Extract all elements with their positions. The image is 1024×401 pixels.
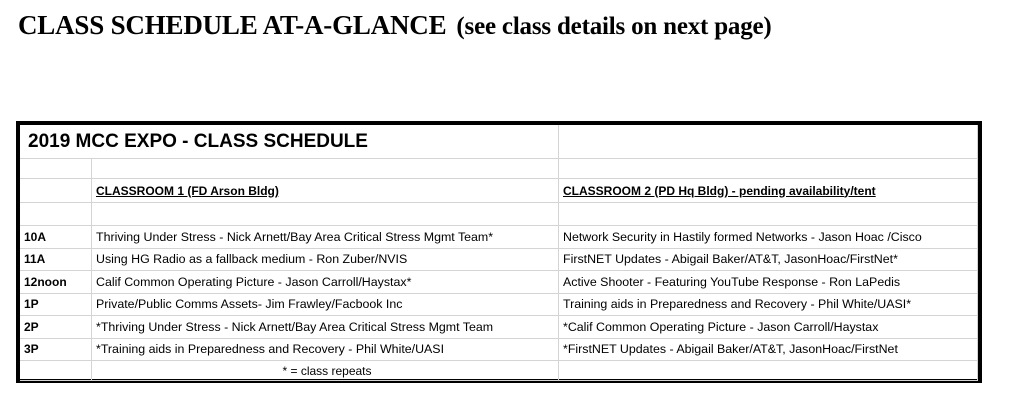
empty-cell <box>20 179 92 203</box>
empty-cell <box>92 203 559 226</box>
footnote-row <box>20 361 978 381</box>
schedule-row <box>20 294 978 317</box>
empty-cell <box>559 203 978 226</box>
time-slot: 1P <box>20 294 92 317</box>
empty-cell <box>20 203 92 226</box>
empty-cell <box>20 159 92 179</box>
heading-note: (see class details on next page) <box>456 13 772 40</box>
schedule-row <box>20 249 978 272</box>
schedule-row <box>20 316 978 339</box>
empty-cell <box>20 361 92 381</box>
schedule-row <box>20 339 978 362</box>
classroom1-header: CLASSROOM 1 (FD Arson Bldg) <box>92 179 559 203</box>
title-row <box>20 125 978 159</box>
time-slot: 10A <box>20 226 92 249</box>
schedule-grid <box>20 125 978 379</box>
classroom1-session: Thriving Under Stress - Nick Arnett/Bay Area Critical Stress Mgmt Team* <box>92 226 559 249</box>
classroom-header-row <box>20 179 978 203</box>
classroom1-session: *Thriving Under Stress - Nick Arnett/Bay Area Critical Stress Mgmt Team <box>92 316 559 339</box>
time-slot: 12noon <box>20 271 92 294</box>
classroom2-session: Training aids in Preparedness and Recovery - Phil White/UASI* <box>559 294 978 317</box>
classroom2-session: Network Security in Hastily formed Networks - Jason Hoac /Cisco <box>559 226 978 249</box>
schedule-title: 2019 MCC EXPO - CLASS SCHEDULE <box>20 125 559 159</box>
schedule-row <box>20 226 978 249</box>
schedule-spreadsheet <box>16 121 982 383</box>
empty-cell <box>559 361 978 381</box>
heading-title: CLASS SCHEDULE AT-A-GLANCE <box>18 10 447 40</box>
blank-row <box>20 159 978 179</box>
footnote: * = class repeats <box>92 361 559 381</box>
classroom2-session: Active Shooter - Featuring YouTube Response - Ron LaPedis <box>559 271 978 294</box>
classroom2-header: CLASSROOM 2 (PD Hq Bldg) - pending availability/tent <box>559 179 978 203</box>
time-slot: 2P <box>20 316 92 339</box>
blank-row <box>20 203 978 226</box>
page-heading <box>18 10 772 41</box>
classroom2-session: *FirstNET Updates - Abigail Baker/AT&T, JasonHoac/FirstNet <box>559 339 978 362</box>
classroom1-session: Calif Common Operating Picture - Jason Carroll/Haystax* <box>92 271 559 294</box>
classroom1-session: Using HG Radio as a fallback medium - Ron Zuber/NVIS <box>92 249 559 272</box>
classroom2-session: *Calif Common Operating Picture - Jason Carroll/Haystax <box>559 316 978 339</box>
time-slot: 3P <box>20 339 92 362</box>
empty-cell <box>559 125 978 159</box>
classroom1-session: *Training aids in Preparedness and Recovery - Phil White/UASI <box>92 339 559 362</box>
schedule-row <box>20 271 978 294</box>
classroom2-session: FirstNET Updates - Abigail Baker/AT&T, JasonHoac/FirstNet* <box>559 249 978 272</box>
empty-cell <box>92 159 559 179</box>
time-slot: 11A <box>20 249 92 272</box>
empty-cell <box>559 159 978 179</box>
classroom1-session: Private/Public Comms Assets- Jim Frawley/Facbook Inc <box>92 294 559 317</box>
